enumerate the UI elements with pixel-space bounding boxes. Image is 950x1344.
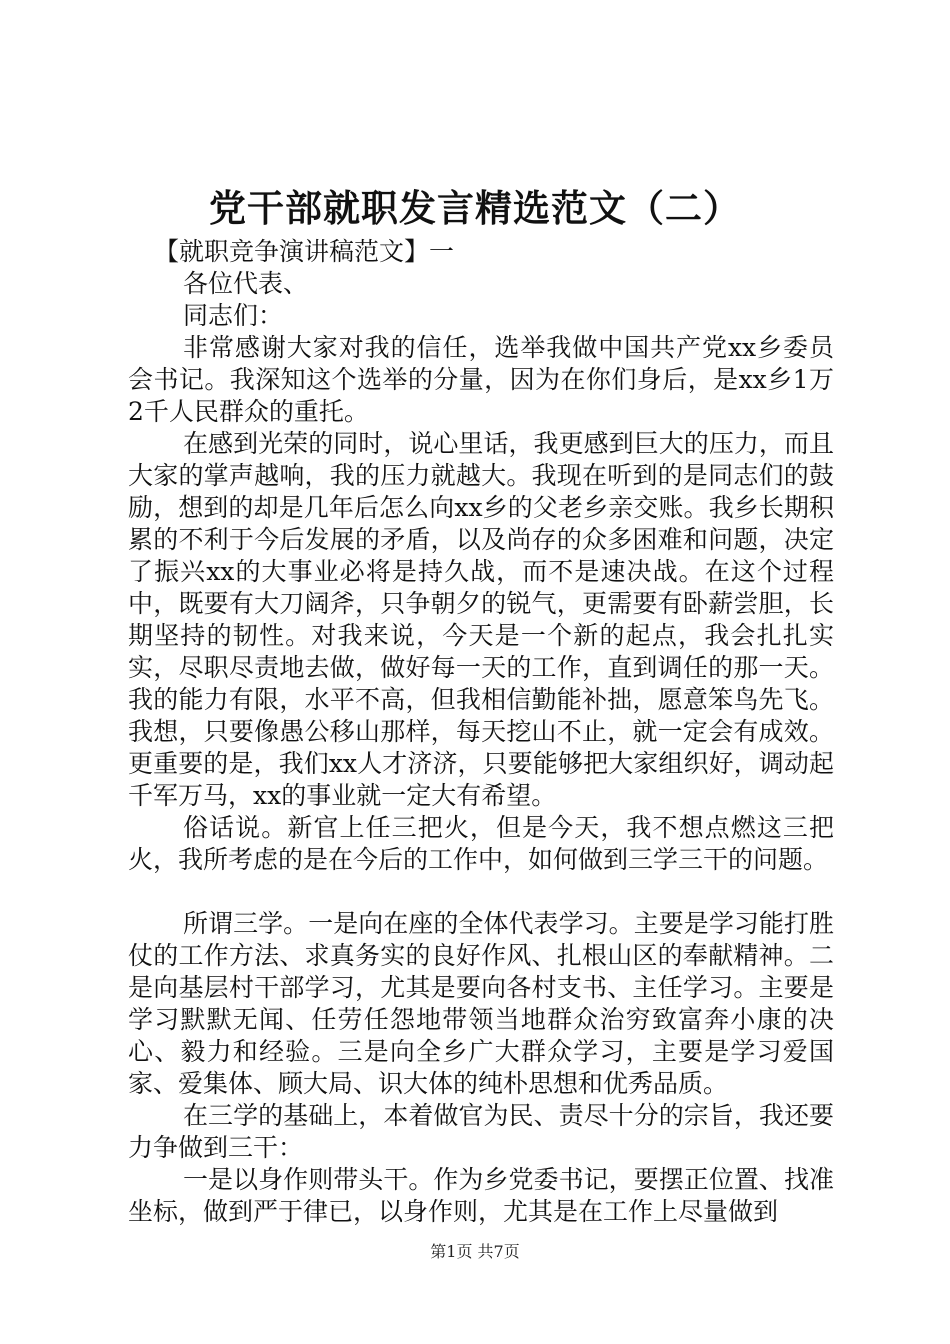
paragraph-salutation-1: 各位代表、	[183, 269, 309, 298]
paragraph: 在三学的基础上，本着做官为民、责尽十分的宗旨，我还要力争做到三干：	[128, 1101, 834, 1162]
page-footer: 第1页 共7页	[430, 1242, 520, 1261]
paragraph-heading: 【就职竞争演讲稿范文】一	[154, 237, 455, 266]
paragraph: 在感到光荣的同时，说心里话，我更感到巨大的压力，而且大家的掌声越响，我的压力就越大。我现在听到的是同志们的鼓励，想到的却是几年后怎么向xx乡的父老乡亲交账。我乡长期积累的不利于今后发展的矛盾，以及尚存的众多困难和问题，决定了振兴xx的大事业必将是持久战，而不是速决战。在这个过程中，既要有大刀阔斧，只争朝夕的锐气，更需要有卧薪尝胆，长期坚持的韧性。对我来说，今天是一个新的起点，我会扎扎实实，尽职尽责地去做，做好每一天的工作，直到调任的那一天。我的能力有限，水平不高，但我相信勤能补拙，愿意笨鸟先飞。我想，只要像愚公移山那样，每天挖山不止，就一定会有成效。更重要的是，我们xx人才济济，只要能够把大家组织好，调动起千军万马，xx的事业就一定大有希望。	[128, 429, 834, 810]
paragraph-salutation-2: 同志们：	[183, 301, 284, 330]
paragraph: 非常感谢大家对我的信任，选举我做中国共产党xx乡委员会书记。我深知这个选举的分量，因为在你们身后，是xx乡1万2千人民群众的重托。	[128, 333, 834, 426]
paragraph: 俗话说。新官上任三把火，但是今天，我不想点燃这三把火，我所考虑的是在今后的工作中，如何做到三学三干的问题。	[128, 813, 834, 874]
paragraph: 一是以身作则带头干。作为乡党委书记，要摆正位置、找准坐标，做到严于律已，以身作则，尤其是在工作上尽量做到	[128, 1165, 834, 1226]
document-body	[128, 236, 834, 1228]
paragraph: 所谓三学。一是向在座的全体代表学习。主要是学习能打胜仗的工作方法、求真务实的良好作风、扎根山区的奉献精神。二是向基层村干部学习，尤其是要向各村支书、主任学习。主要是学习默默无闻、任劳任怨地带领当地群众治穷致富奔小康的决心、毅力和经验。三是向全乡广大群众学习，主要是学习爱国家、爱集体、顾大局、识大体的纯朴思想和优秀品质。	[128, 909, 834, 1098]
document-title: 党干部就职发言精选范文（二）	[209, 186, 741, 230]
